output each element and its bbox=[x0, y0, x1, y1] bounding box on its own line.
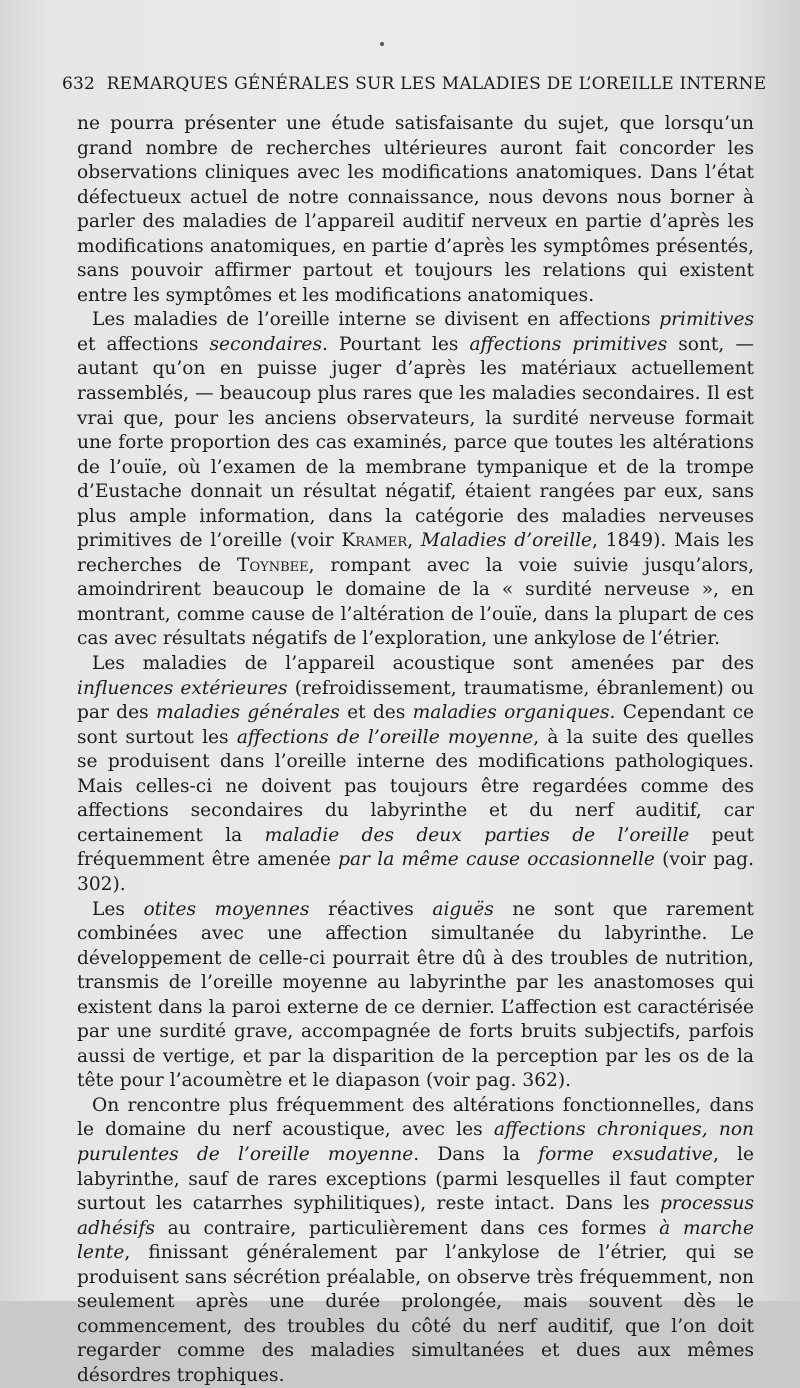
text-run: peut fréquemment être amenée bbox=[77, 824, 754, 871]
italic-term: par la même cause occasionnelle bbox=[338, 849, 655, 871]
text-run: au contraire, particulièrement dans ces formes bbox=[154, 1217, 660, 1239]
print-speck bbox=[380, 42, 384, 46]
text-run: , bbox=[407, 530, 421, 552]
italic-term: maladies organiques bbox=[412, 702, 610, 724]
running-header bbox=[62, 74, 767, 94]
author-name: Kramer bbox=[341, 530, 408, 552]
paragraph-1 bbox=[77, 112, 754, 308]
author-name: Toynbee bbox=[237, 554, 309, 576]
text-run: et affections bbox=[77, 333, 210, 355]
text-run: (voir pag. 302). bbox=[77, 849, 754, 895]
italic-term: otites moyennes bbox=[143, 898, 310, 920]
italic-term: maladie des deux parties de l’oreille bbox=[264, 824, 690, 846]
italic-term: affections primitives bbox=[469, 333, 668, 355]
running-title: REMARQUES GÉNÉRALES SUR LES MALADIES DE L’OREILLE INTERNE bbox=[106, 74, 767, 94]
text-run: (refroidissement, traumatisme, ébranlement) ou par des bbox=[77, 677, 754, 724]
body-text bbox=[77, 112, 754, 1388]
italic-term: processus adhésifs bbox=[77, 1193, 754, 1239]
italic-term: affections de l’oreille moyenne bbox=[236, 726, 534, 748]
text-run: On rencontre plus fréquemment des altérations fonctionnelles, dans le domaine du nerf acoustique, avec les bbox=[77, 1094, 754, 1141]
italic-term: maladies générales bbox=[155, 702, 340, 724]
italic-term: affections chroniques, non purulentes de l’oreille moyenne bbox=[77, 1119, 754, 1165]
text-run: , 1849). Mais les recherches de bbox=[77, 530, 754, 576]
italic-term: secondaires bbox=[209, 333, 322, 355]
text-run: , finissant généralement par l’ankylose de l’étrier, qui se produisent sans sécrétion préalable, on observe très fréquemment, non seulement après une durée prolongée, mais souvent dès le commencement, des troubles du côté du nerf auditif, que l’on doit regarder comme des maladies simultanées et dues aux mêmes désordres trophiques. bbox=[77, 1242, 754, 1386]
text-run: réactives bbox=[309, 898, 433, 920]
text-run: , à la suite des quelles se produisent dans l’oreille interne des modifications pathologiques. Mais celles-ci ne doivent pas toujours être regardées comme des affections secondaires du labyrinthe et du nerf auditif, car certainement la bbox=[77, 726, 754, 846]
paragraph-4 bbox=[77, 898, 754, 1094]
paragraph-2 bbox=[77, 308, 754, 652]
text-run: . Pourtant les bbox=[321, 333, 470, 355]
book-title: Maladies d’oreille bbox=[420, 530, 593, 552]
page-number: 632 bbox=[62, 74, 96, 94]
text-run: Les maladies de l’oreille interne se divisent en affections bbox=[92, 309, 660, 331]
text-run: Les bbox=[92, 898, 144, 920]
text-run: sont, — autant qu’on en puisse juger d’après les matériaux actuellement rassemblés, — beaucoup plus rares que les maladies secondaires. Il est vrai que, pour les anciens observateurs, la surdité nerveuse formait une forte proportion des cas examinés, parce que toutes les altérations de l’ouïe, où l’examen de la membrane tympanique et de la trompe d’Eustache donnait un résultat négatif, étaient rangées par eux, sans plus ample information, dans la catégorie des maladies nerveuses primitives de l’oreille (voir bbox=[77, 333, 754, 552]
text-run: et des bbox=[339, 702, 413, 724]
italic-term: aiguës bbox=[432, 898, 494, 920]
paragraph-5 bbox=[77, 1094, 754, 1388]
text-run: , rompant avec la voie suivie jusqu’alors, amoindrirent beaucoup le domaine de la « surdité nerveuse », en montrant, comme cause de l’altération de l’ouïe, dans la plupart de ces cas avec résultats négatifs de l’exploration, une ankylose de l’étrier. bbox=[77, 554, 754, 650]
italic-term: primitives bbox=[659, 309, 754, 331]
text-run: , le labyrinthe, sauf de rares exceptions (parmi lesquelles il faut compter surtout les catarrhes syphilitiques), reste intact. Dans les bbox=[77, 1143, 754, 1215]
text-run: ne sont que rarement combinées avec une affection simultanée du labyrinthe. Le développement de celle-ci pourrait être dû à des troubles de nutrition, transmis de l’oreille moyenne au labyrinthe par les anastomoses qui existent dans la paroi externe de ce dernier. L’affection est caractérisée par une surdité grave, accompagnée de forts bruits subjectifs, parfois aussi de vertige, et par la disparition de la perception par les os de la tête pour l’acoumètre et le diapason (voir pag. 362). bbox=[77, 898, 754, 1092]
text-run: . Cependant ce sont surtout les bbox=[77, 702, 754, 748]
italic-term: influences extérieures bbox=[77, 677, 288, 699]
paragraph-3 bbox=[77, 652, 754, 897]
italic-term: à marche lente bbox=[77, 1217, 754, 1264]
italic-term: forme exsudative bbox=[538, 1143, 713, 1165]
text-run: Les maladies de l’appareil acoustique sont amenées par des bbox=[92, 653, 754, 675]
text-run: . Dans la bbox=[413, 1143, 539, 1165]
text-run: ne pourra présenter une étude satisfaisante du sujet, que lorsqu’un grand nombre de recherches ultérieures auront fait concorder les observations cliniques avec les modifications anatomiques. Dans l’état défectueux actuel de notre connaissance, nous devons nous borner à parler des maladies de l’appareil auditif nerveux en partie d’après les modifications anatomiques, en partie d’après les symptômes présentés, sans pouvoir affirmer partout et toujours les relations qui existent entre les symptômes et les modifications anatomiques. bbox=[77, 113, 754, 306]
